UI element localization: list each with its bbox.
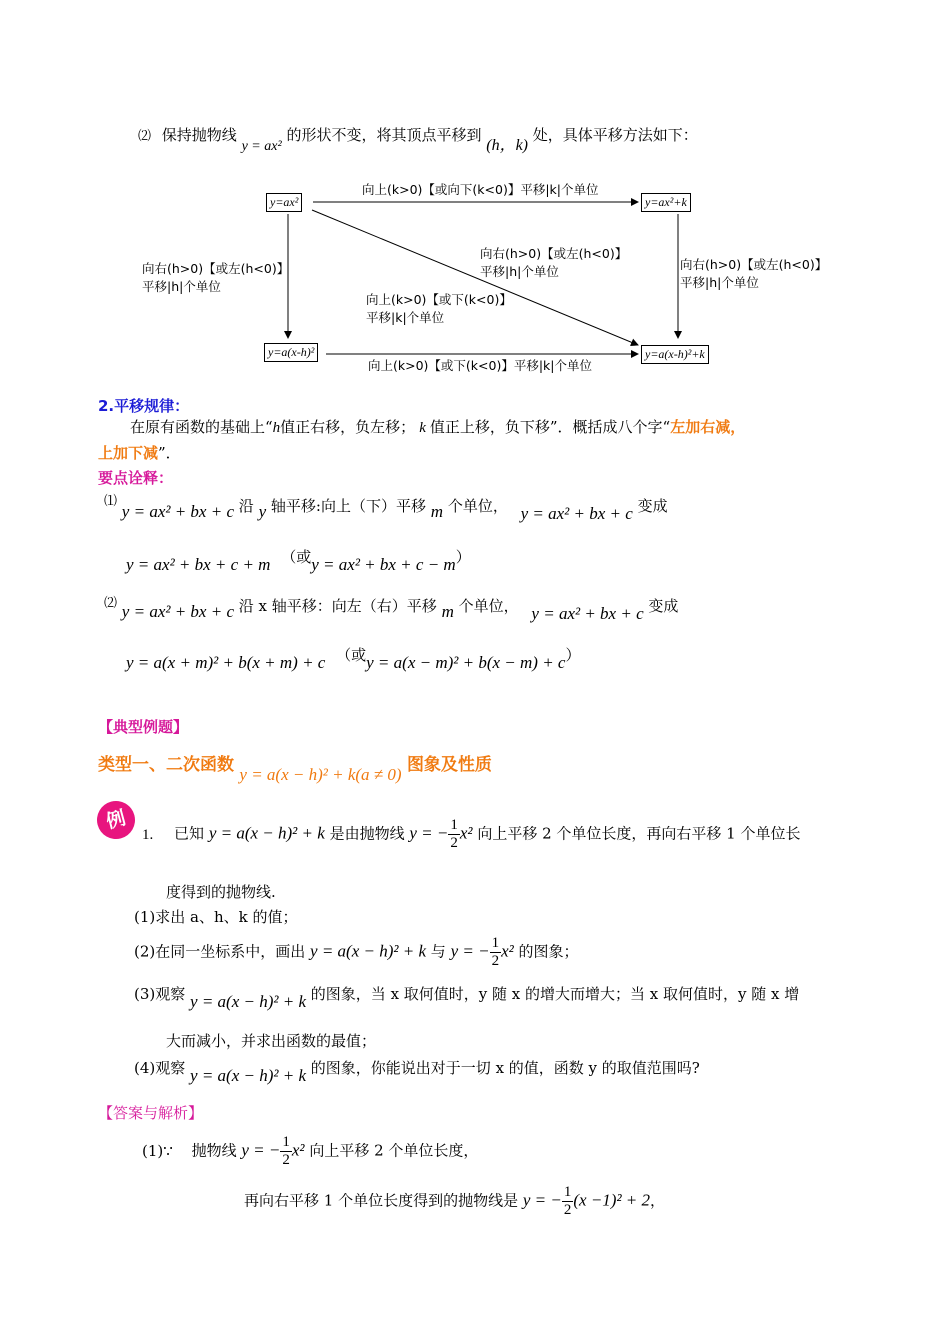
part-3-text-a: (3)观察 xyxy=(134,985,186,1003)
label-top: 向上(k>0)【或向下(k<0)】平移|k|个单位 xyxy=(362,182,599,197)
rule-k: k xyxy=(419,420,426,436)
note-2-eq2: y = ax² + bx + c xyxy=(531,604,644,623)
rule-line2-end: ”． xyxy=(158,444,181,462)
rule-highlight-1: 左加右减， xyxy=(670,418,746,436)
intro-text-a: 保持抛物线 xyxy=(161,126,237,144)
question-eq: y = a(x − h)² + k xyxy=(208,823,325,843)
rule-text-b: 值正右移，负左移； xyxy=(280,418,416,436)
part-4-text-b: 的图象，你能说出对于一切 x 的值，函数 y 的取值范围吗? xyxy=(310,1059,700,1077)
note-1-y: y xyxy=(258,502,267,521)
note-2-text-b: 个单位， xyxy=(458,597,519,615)
type1-text-a: 类型一、二次函数 xyxy=(98,755,234,775)
note-1-result: y = ax² + bx + c + m xyxy=(126,555,271,574)
part-4 xyxy=(134,1057,700,1085)
answer-2-frac-num: 1 xyxy=(563,1184,572,1200)
intro-eq: y = ax² xyxy=(241,139,282,154)
part-2-x2: x² xyxy=(501,941,514,961)
answer-frac-den: 2 xyxy=(282,1152,290,1168)
rule-highlight-2: 上加下减 xyxy=(98,444,159,462)
question-num: 1. xyxy=(142,826,154,843)
label-bottom: 向上(k>0)【或下(k<0)】平移|k|个单位 xyxy=(368,358,592,373)
answer-num: (1)∵ xyxy=(142,1141,173,1160)
note-1-result-2: y = ax² + bx + c − m xyxy=(311,555,456,574)
note-1-close: ） xyxy=(455,548,471,566)
note-1-eq2: y = ax² + bx + c xyxy=(520,504,633,523)
note-1-text-c: 个单位， xyxy=(447,497,508,515)
note-2-result: y = a(x + m)² + b(x + m) + c xyxy=(126,653,326,672)
note-2-line-2 xyxy=(126,644,581,672)
part-2-text-a: (2)在同一坐标系中，画出 xyxy=(134,942,306,961)
note-2-text-a: 沿 x 轴平移：向左（右）平移 xyxy=(238,597,437,615)
answer-x2: x² xyxy=(291,1140,305,1160)
part-2-neg: y = − xyxy=(450,941,490,961)
label-diag-2: 平移|h|个单位 xyxy=(480,264,559,279)
answer-2-neg: y = − xyxy=(522,1190,562,1210)
question-frac-num: 1 xyxy=(450,817,458,833)
type1-eq: y = a(x − h)² + k(a ≠ 0) xyxy=(239,765,402,784)
question-text-b: 是由抛物线 xyxy=(329,824,405,843)
label-left-1: 向右(h>0)【或左(h<0)】 xyxy=(142,261,290,276)
rule-heading: 2.平移规律： xyxy=(98,397,190,415)
badge-label: 例 xyxy=(103,806,129,834)
type1-text-b: 图象及性质 xyxy=(406,755,492,775)
note-1-text-d: 变成 xyxy=(637,497,668,515)
rule-text-a: 在原有函数的基础上“ xyxy=(130,418,273,436)
answer-2-text-a: 再向右平移 1 个单位长度得到的抛物线是 xyxy=(244,1191,519,1210)
notes-heading: 要点诠释： xyxy=(98,469,174,487)
note-2-m: m xyxy=(441,602,454,621)
note-2-line-1 xyxy=(104,595,679,623)
note-2-result-2: y = a(x − m)² + b(x − m) + c xyxy=(366,653,566,672)
label-diag-3: 向上(k>0)【或下(k<0)】 xyxy=(366,292,512,307)
part-1: (1)求出 a、h、k 的值； xyxy=(134,908,298,926)
label-left-2: 平移|h|个单位 xyxy=(142,279,221,294)
box-top-left: y=ax² xyxy=(266,193,302,212)
rule-line-2 xyxy=(98,442,181,463)
answer-text-b: 向上平移 2 个单位长度， xyxy=(309,1141,479,1160)
note-2-text-c: 变成 xyxy=(648,597,679,615)
answer-line-2 xyxy=(244,1184,665,1219)
box-bottom-right: y=a(x-h)²+k xyxy=(641,345,709,364)
answer-neg: y = − xyxy=(241,1140,281,1160)
part-3-text-b: 的图象，当 x 取何值时，y 随 x 的增大而增大；当 x 取何值时，y 随 x 增 xyxy=(310,985,800,1003)
intro-text-b: 的形状不变，将其顶点平移到 xyxy=(286,126,482,144)
intro-num: ⑵ xyxy=(138,129,152,144)
note-1-m: m xyxy=(430,502,444,521)
note-2-num: ⑵ xyxy=(104,596,118,611)
translation-diagram xyxy=(142,180,828,380)
note-2-close: ） xyxy=(565,646,581,664)
question-text-c: 向上平移 2 个单位长度，再向右平移 1 个单位长 xyxy=(477,824,801,843)
part-2-eq: y = a(x − h)² + k xyxy=(310,941,427,961)
answer-2-frac-den: 2 xyxy=(563,1202,572,1218)
rule-h: h xyxy=(272,420,281,436)
question-frac xyxy=(448,817,460,852)
box-bottom-left: y=a(x-h)² xyxy=(264,343,318,362)
answer-frac-num: 1 xyxy=(282,1134,290,1150)
part-2-frac-den: 2 xyxy=(491,953,500,969)
part-3-eq: y = a(x − h)² + k xyxy=(190,992,307,1011)
question-line-1 xyxy=(142,817,801,852)
part-4-text-a: (4)观察 xyxy=(134,1059,186,1077)
box-top-right: y=ax²+k xyxy=(641,193,691,212)
part-2-text-c: 的图象； xyxy=(518,942,579,961)
part-2-text-b: 与 xyxy=(430,942,446,961)
question-frac-den: 2 xyxy=(450,835,458,851)
answer-text-a: 抛物线 xyxy=(191,1141,237,1160)
part-3-line-2: 大而减小，并求出函数的最值； xyxy=(166,1032,377,1050)
question-neg: y = − xyxy=(409,823,449,843)
label-right-2: 平移|h|个单位 xyxy=(680,275,759,290)
note-1-text-a: 沿 xyxy=(238,497,254,515)
note-1-text-b: 轴平移:向上（下）平移 xyxy=(270,497,426,515)
question-text-a: 已知 xyxy=(174,824,205,843)
answer-2-tail: (x −1)² + 2 xyxy=(573,1190,651,1210)
intro-line xyxy=(138,122,698,154)
rule-line-1 xyxy=(130,416,745,437)
answer-2-end: ， xyxy=(650,1191,666,1210)
part-4-eq: y = a(x − h)² + k xyxy=(190,1066,307,1085)
question-x2: x² xyxy=(459,823,473,843)
example-badge xyxy=(93,797,140,844)
answer-frac xyxy=(280,1134,292,1169)
note-1-eq: y = ax² + bx + c xyxy=(121,502,234,521)
part-2 xyxy=(134,935,579,970)
note-2-eq: y = ax² + bx + c xyxy=(121,602,234,621)
label-diag-1: 向右(h>0)【或左(h<0)】 xyxy=(480,246,628,261)
examples-heading: 【典型例题】 xyxy=(98,718,189,736)
note-2-or: （或 xyxy=(336,646,367,664)
intro-text-c: 处，具体平移方法如下： xyxy=(532,126,698,144)
answer-heading: 【答案与解析】 xyxy=(98,1104,204,1122)
note-1-line-1 xyxy=(104,494,668,523)
label-right-1: 向右(h>0)【或左(h<0)】 xyxy=(680,257,828,272)
label-diag-4: 平移|k|个单位 xyxy=(366,310,445,325)
part-2-frac xyxy=(490,935,502,970)
intro-vertex: (h，k) xyxy=(486,137,529,154)
answer-line-1 xyxy=(142,1134,478,1169)
rule-text-c: 值正上移，负下移”．概括成八个字“ xyxy=(429,418,671,436)
question-line-2: 度得到的抛物线. xyxy=(166,883,276,901)
note-1-or: （或 xyxy=(281,548,312,566)
part-3 xyxy=(134,983,800,1011)
note-1-num: ⑴ xyxy=(104,494,118,509)
part-2-frac-num: 1 xyxy=(491,935,500,951)
note-1-line-2 xyxy=(126,546,471,574)
type1-heading xyxy=(98,750,492,784)
answer-2-frac xyxy=(562,1184,574,1219)
